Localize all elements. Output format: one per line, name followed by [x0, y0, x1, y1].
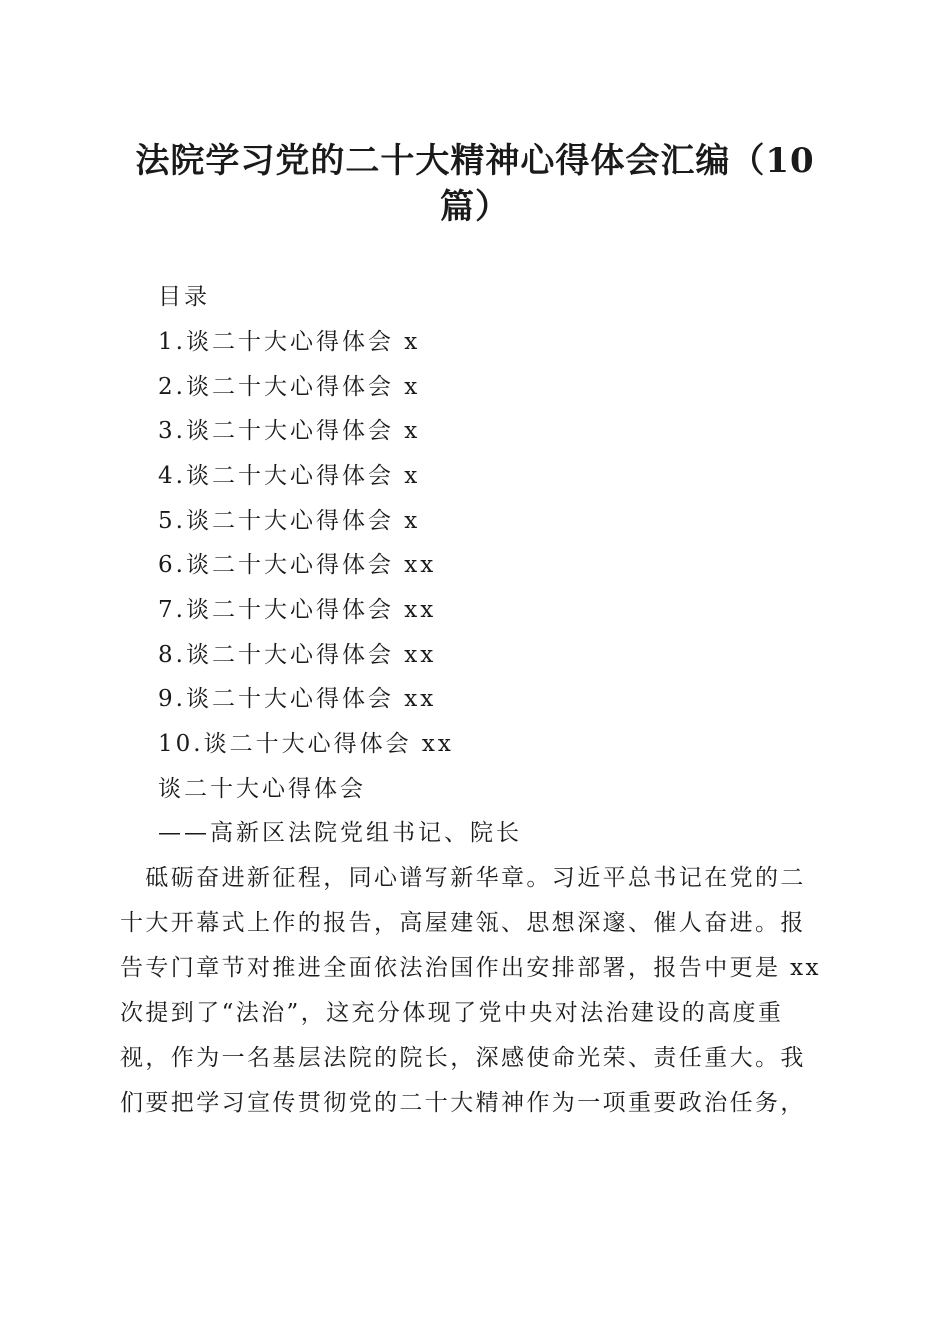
toc-item-2: 2.谈二十大心得体会 x [158, 374, 421, 400]
body-line-2: 十大开幕式上作的报告，高屋建瓴、思想深邃、催人奋进。报 [120, 910, 806, 936]
toc-item-3: 3.谈二十大心得体会 x [158, 418, 421, 444]
toc-item-5: 5.谈二十大心得体会 x [158, 508, 421, 534]
toc-item-10: 10.谈二十大心得体会 xx [158, 731, 454, 757]
toc-item-4: 4.谈二十大心得体会 x [158, 463, 421, 489]
toc-item-7: 7.谈二十大心得体会 xx [158, 597, 437, 623]
body-line-5: 视，作为一名基层法院的院长，深感使命光荣、责任重大。我 [120, 1045, 806, 1071]
title-line-1: 法院学习党的二十大精神心得体会汇编（10 [135, 141, 815, 181]
title-line-2: 篇） [440, 187, 510, 227]
body-line-3: 告专门章节对推进全面依法治国作出安排部署，报告中更是 xx [120, 955, 821, 981]
article-author: ——高新区法院党组书记、院长 [158, 820, 522, 846]
toc-item-6: 6.谈二十大心得体会 xx [158, 552, 437, 578]
body-line-1: 砥砺奋进新征程，同心谱写新华章。习近平总书记在党的二 [120, 865, 806, 891]
toc-heading: 目录 [158, 284, 210, 310]
toc-item-9: 9.谈二十大心得体会 xx [158, 686, 437, 712]
document-title [120, 138, 830, 230]
body-line-6: 们要把学习宣传贯彻党的二十大精神作为一项重要政治任务， [120, 1090, 806, 1116]
toc-item-1: 1.谈二十大心得体会 x [158, 329, 421, 355]
article-body [120, 856, 830, 1126]
toc-item-8: 8.谈二十大心得体会 xx [158, 642, 437, 668]
article-title: 谈二十大心得体会 [158, 776, 366, 802]
body-line-4: 次提到了“法治”，这充分体现了党中央对法治建设的高度重 [120, 1000, 784, 1026]
